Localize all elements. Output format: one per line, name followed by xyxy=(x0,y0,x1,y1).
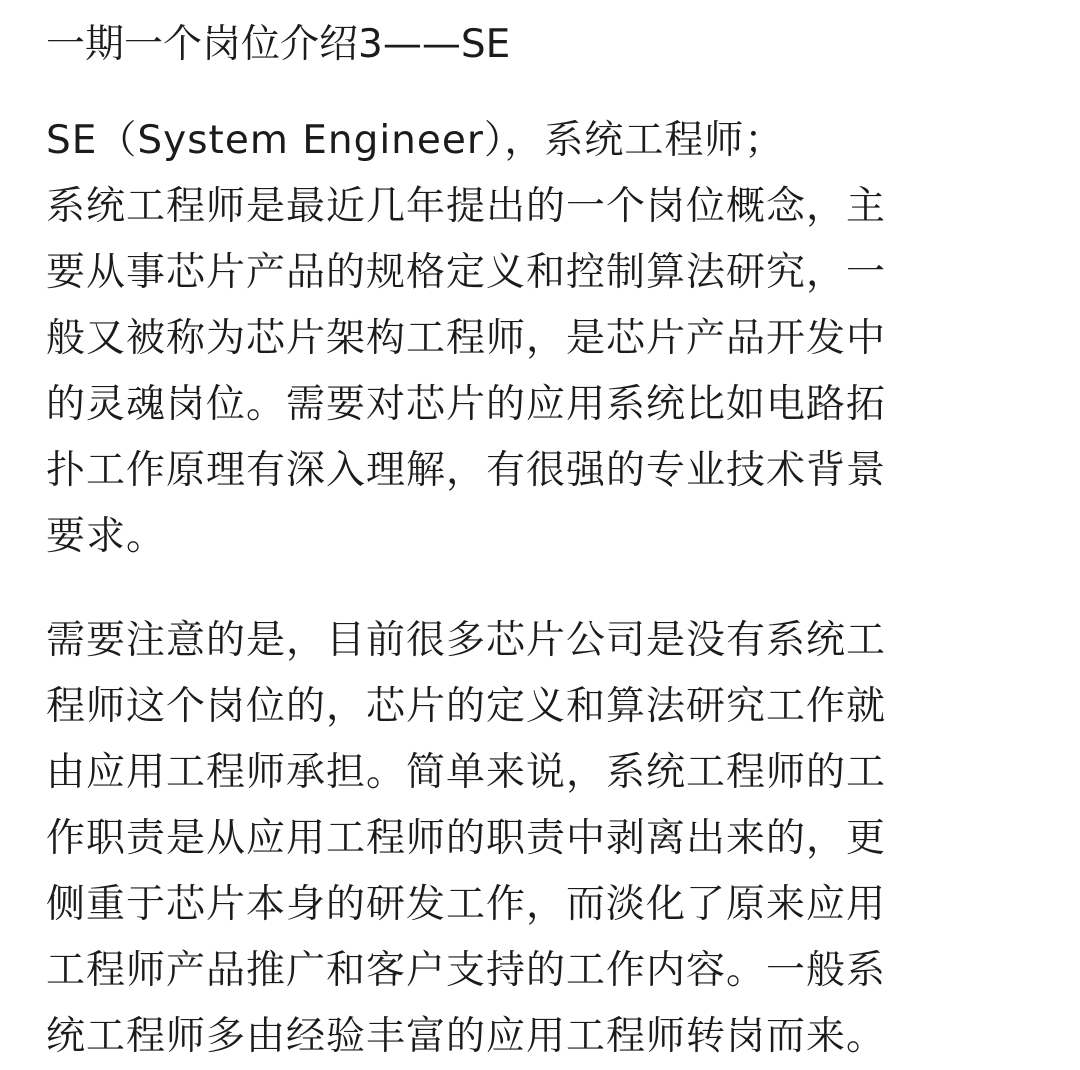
paragraph-line: 需要注意的是，目前很多芯片公司是没有系统工 xyxy=(46,618,887,663)
paragraph-line: 要从事芯片产品的规格定义和控制算法研究，一 xyxy=(46,250,887,295)
paragraph-line: 由应用工程师承担。简单来说，系统工程师的工 xyxy=(46,750,887,795)
paragraph-spacer xyxy=(46,570,1016,608)
article xyxy=(46,14,1016,1070)
paragraph-line: 作职责是从应用工程师的职责中剥离出来的，更 xyxy=(46,816,887,861)
paragraph-line: 统工程师多由经验丰富的应用工程师转岗而来。 xyxy=(46,1014,887,1059)
paragraph-line: 程师这个岗位的，芯片的定义和算法研究工作就 xyxy=(46,684,887,729)
paragraph-line: 扑工作原理有深入理解，有很强的专业技术背景 xyxy=(46,448,887,493)
article-title: 一期一个岗位介绍3——SE xyxy=(46,22,511,67)
paragraph-line: 工程师产品推广和客户支持的工作内容。一般系 xyxy=(46,948,887,993)
paragraph-line: SE（System Engineer），系统工程师； xyxy=(46,118,785,163)
paragraph-line: 系统工程师是最近几年提出的一个岗位概念，主 xyxy=(46,184,887,229)
paragraph-line: 般又被称为芯片架构工程师，是芯片产品开发中 xyxy=(46,316,887,361)
paragraph-intro xyxy=(46,108,1016,570)
paragraph-line: 要求。 xyxy=(46,514,167,559)
title-spacer xyxy=(46,76,1016,108)
paragraph-line: 侧重于芯片本身的研发工作，而淡化了原来应用 xyxy=(46,882,887,927)
paragraph-line: 的灵魂岗位。需要对芯片的应用系统比如电路拓 xyxy=(46,382,887,427)
paragraph-note xyxy=(46,608,1016,1070)
